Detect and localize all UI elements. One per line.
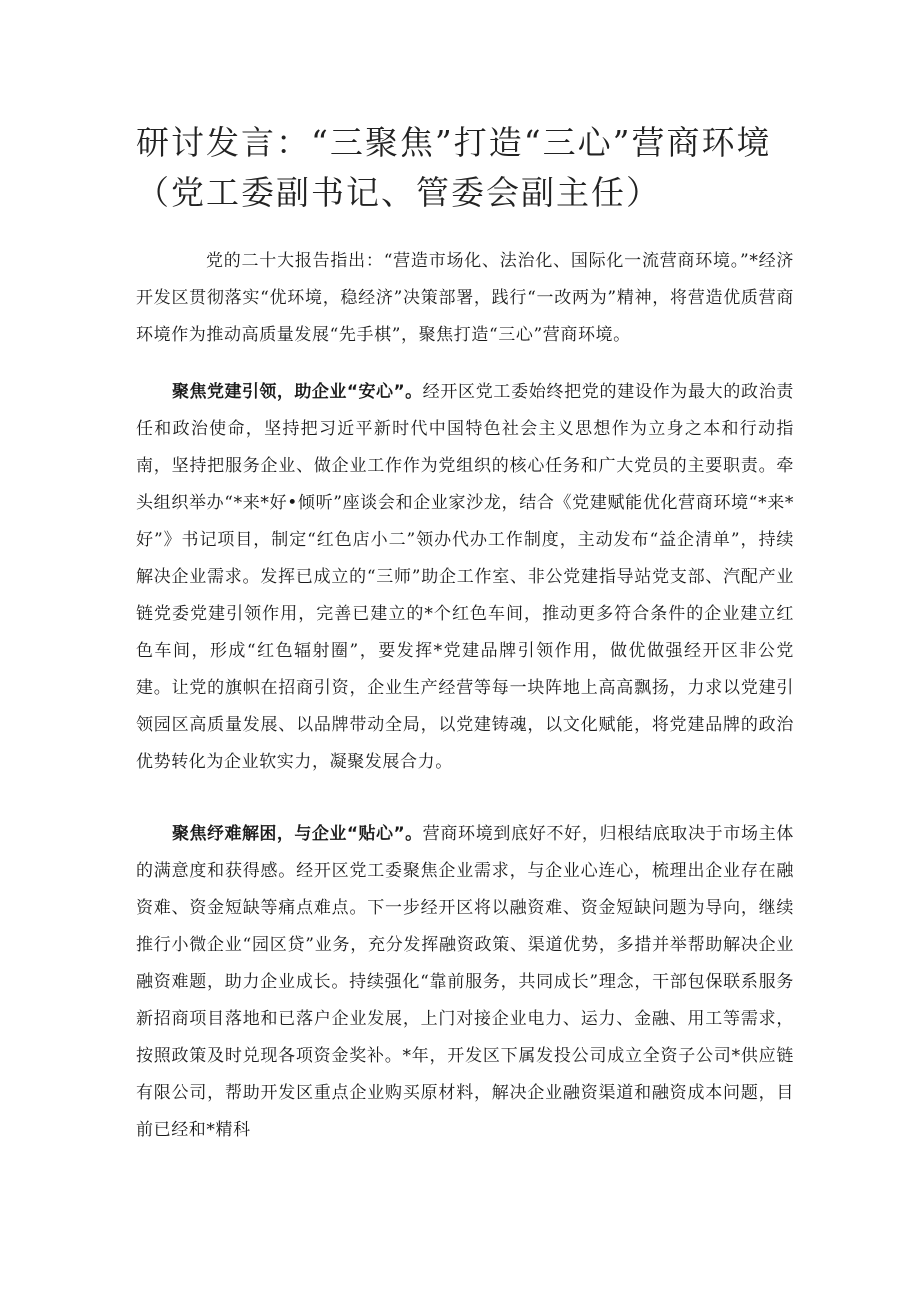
document-title: 研讨发言：“三聚焦”打造“三心”营商环境（党工委副书记、管委会副主任） — [136, 123, 772, 212]
intro-paragraph: 党的二十大报告指出：“营造市场化、法治化、国际化一流营商环境。”*经济开发区贯彻落实“优环境，稳经济”决策部署，践行“一改两为”精神，将营造优质营商环境作为推动高质量发展“先手棋”，聚焦打造“三心”营商环境。 — [136, 251, 794, 345]
section-lead-heading: 聚焦纾难解困，与企业“贴心”。 — [172, 824, 423, 844]
section-body-text: 经开区党工委始终把党的建设作为最大的政治责任和政治使命，坚持把习近平新时代中国特色社会主义思想作为立身之本和行动指南，坚持把服务企业、做企业工作作为党组织的核心任务和广大党员的主要职责。牵头组织举办“*来*好•倾听”座谈会和企业家沙龙，结合《党建赋能优化营商环境“*来*好”》书记项目，制定“红色店小二”领办代办工作制度，主动发布“益企清单”，持续解决企业需求。发挥已成立的“三师”助企工作室、非公党建指导站党支部、汽配产业链党委党建引领作用，完善已建立的*个红色车间，推动更多符合条件的企业建立红色车间，形成“红色辐射圈”，要发挥*党建品牌引领作用，做优做强经开区非公党建。让党的旗帜在招商引资，企业生产经营等每一块阵地上高高飘扬，力求以党建引领园区高质量发展、以品牌带动全局，以党建铸魂，以文化赋能，将党建品牌的政治优势转化为企业软实力，凝聚发展合力。 — [136, 382, 794, 772]
section-body-text: 营商环境到底好不好，归根结底取决于市场主体的满意度和获得感。经开区党工委聚焦企业需求，与企业心连心，梳理出企业存在融资难、资金短缺等痛点难点。下一步经开区将以融资难、资金短缺问题为导向，继续推行小微企业“园区贷”业务，充分发挥融资政策、渠道优势，多措并举帮助解决企业融资难题，助力企业成长。持续强化“靠前服务，共同成长”理念，干部包保联系服务新招商项目落地和已落户企业发展，上门对接企业电力、运力、金融、用工等需求，按照政策及时兑现各项资金奖补。*年，开发区下属发投公司成立全资子公司*供应链有限公司，帮助开发区重点企业购买原材料，解决企业融资渠道和融资成本问题，目前已经和*精科 — [136, 824, 794, 1140]
section-lead-heading: 聚焦党建引领，助企业“安心”。 — [172, 382, 423, 402]
section-paragraph-party-building — [136, 374, 794, 781]
section-paragraph-relief — [136, 816, 794, 1149]
